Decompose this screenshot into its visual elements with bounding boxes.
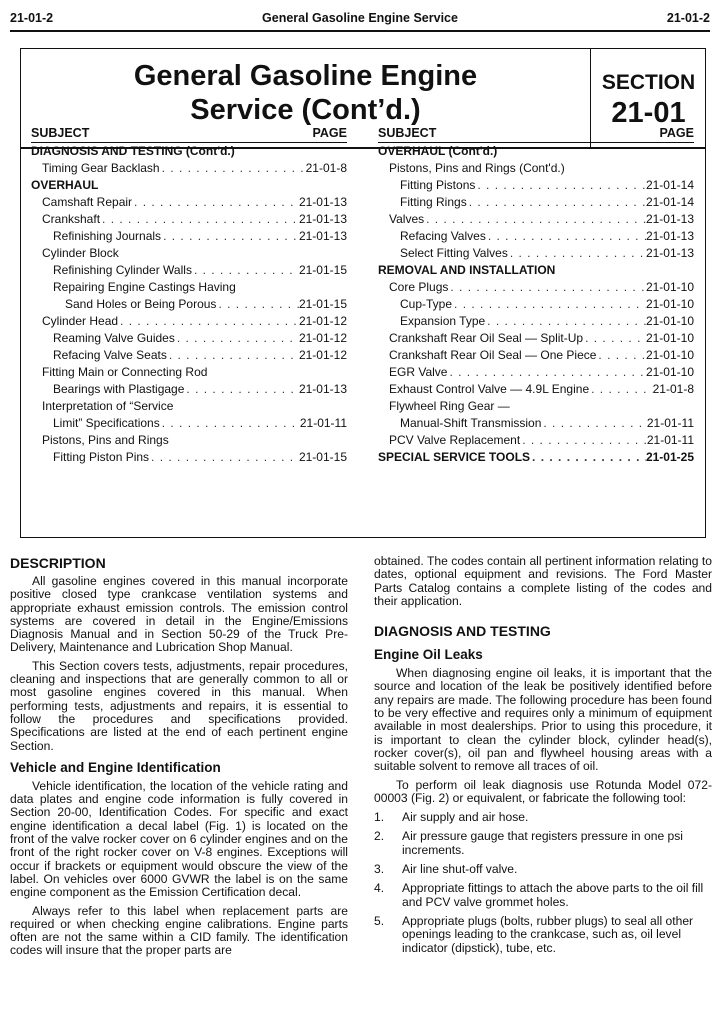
toc-entry (378, 330, 694, 347)
toc-entry (31, 364, 347, 381)
toc-entry-title: Fitting Rings (400, 195, 467, 209)
list-item-text: Air pressure gauge that registers pressure in one psi increments. (402, 829, 683, 857)
toc-entry-title: Flywheel Ring Gear — (389, 399, 510, 413)
list-item-text: Air supply and air hose. (402, 810, 529, 825)
toc-entry (378, 432, 694, 449)
toc-entry-page: 21-01-10 (645, 331, 694, 345)
toc-entry-page: 21-01-12 (298, 348, 347, 362)
toc-entry-title: Pistons, Pins and Rings (42, 433, 169, 447)
toc-entry-page: 21-01-13 (298, 195, 347, 209)
list-item (374, 830, 712, 857)
toc-entry-page: 21-01-8 (305, 161, 347, 175)
list-item-text: Air line shut-off valve. (402, 862, 518, 877)
toc-entry-title: Expansion Type (400, 314, 486, 328)
oil-leaks-paragraph: When diagnosing engine oil leaks, it is important that the source and location of the leak be positively identified before any repairs are made. The following procedure has been found to be very effective and requires only a minimum of equipment available in most dealerships. Prior to using this procedure, it is important to clean the cylinder block, cylinder head(s), rocker cover(s), oil pan and flywheel housing areas with a suitable solvent to remove all traces of oil. (374, 666, 712, 774)
toc-entry (31, 262, 347, 279)
toc-entry-page: 21-01-10 (645, 348, 694, 362)
toc-dot-leader (161, 228, 299, 245)
toc-dot-leader (467, 194, 646, 211)
list-item-number: 2. (374, 829, 385, 844)
toc-dot-leader (520, 432, 647, 449)
toc-entry-title: Timing Gear Backlash (42, 161, 160, 175)
toc-entry (378, 245, 694, 262)
list-item (374, 863, 712, 876)
toc-entry-title: Refacing Valve Seats (53, 348, 167, 362)
toc-entry-title: Valves (389, 212, 425, 226)
toc-right-header (378, 126, 694, 143)
vehicle-id-paragraph: Vehicle identification, the location of the vehicle rating and data plates and engine code information is fully covered in Section 20-00, Identification Codes. For specific and exact engine identification a decal label (Fig. 1) is located on the front of the valve rocker cover on 6 cylinder engines and on the front of the right rocker cover on V-8 engines. Exceptions will occur if brackets or equipment would obscure the view of the label. On vehicles over 6000 GVWR the label is on the same engine component as the Emission Certification decal. (10, 778, 348, 900)
toc-entry (31, 279, 347, 296)
toc-entry (378, 160, 694, 177)
toc-entry-page: 21-01-14 (645, 195, 694, 209)
toc-entry-title: SPECIAL SERVICE TOOLS (378, 450, 531, 464)
toc-entry-title: Fitting Main or Connecting Rod (42, 365, 208, 379)
toc-dot-leader (448, 279, 646, 296)
toc-entry-title: Cup-Type (400, 297, 453, 311)
page-number-left: 21-01-2 (10, 11, 54, 25)
toc-entry-title: OVERHAUL (31, 178, 99, 192)
toc-dot-leader (160, 415, 300, 432)
toc-dot-leader (541, 415, 646, 432)
toc-entry (378, 262, 694, 279)
toc-entry-page: 21-01-13 (298, 229, 347, 243)
toc-entry-page: 21-01-13 (645, 229, 694, 243)
toc-entry-title: Exhaust Control Valve — 4.9L Engine (389, 382, 590, 396)
toc-entry (378, 143, 694, 160)
toc-entry-page: 21-01-13 (645, 246, 694, 260)
toc-dot-leader (583, 330, 646, 347)
body-right-column (374, 555, 712, 955)
toc-entry-title: Sand Holes or Being Porous (65, 297, 217, 311)
toc-entry (31, 313, 347, 330)
toc-entry (378, 364, 694, 381)
toc-entry-page: 21-01-25 (645, 450, 694, 464)
toc-entry-title: Refinishing Cylinder Walls (53, 263, 192, 277)
toc-entry (31, 449, 347, 466)
list-item (374, 882, 712, 909)
toc-dot-leader (508, 245, 646, 262)
vehicle-id-heading: Vehicle and Engine Identification (10, 759, 221, 775)
toc-entry (31, 228, 347, 245)
header-rule (10, 30, 710, 32)
toc-entry (378, 211, 694, 228)
toc-entry (378, 177, 694, 194)
toc-entry-page: 21-01-10 (645, 365, 694, 379)
toc-entry (378, 398, 694, 415)
toc-entry (378, 347, 694, 364)
subject-header: SUBJECT (31, 126, 90, 140)
toc-dot-leader (149, 449, 299, 466)
list-item (374, 811, 712, 824)
page-title (21, 59, 590, 127)
toc-entry-title: Crankshaft Rear Oil Seal — One Piece (389, 348, 597, 362)
running-title: General Gasoline Engine Service (262, 11, 458, 25)
toc-dot-leader (475, 177, 646, 194)
section-label: SECTION (601, 71, 696, 94)
toc-entry-title: EGR Valve (389, 365, 448, 379)
page-header: PAGE (312, 126, 347, 140)
toc-entry-title: Fitting Pistons (400, 178, 476, 192)
toc-entry-page: 21-01-13 (298, 212, 347, 226)
toc-dot-leader (132, 194, 299, 211)
toc-entry-title: Crankshaft Rear Oil Seal — Split-Up (389, 331, 584, 345)
toc-left-header (31, 126, 347, 143)
description-paragraph: All gasoline engines covered in this manual incorporate positive closed type crankcase ventilation systems and appropriate exhaust emission controls. The emission control systems are covered in detail in the Engine/Emissions Diagnosis Manual and in Section 50-29 of the Truck Pre-Delivery, Maintenance and Lubrication Shop Manual. (10, 574, 348, 655)
toc-entry-title: Cylinder Block (42, 246, 119, 260)
toc-entry (31, 245, 347, 262)
toc-entry (31, 381, 347, 398)
toc-entry (378, 296, 694, 313)
toc-entry-title: REMOVAL AND INSTALLATION (378, 263, 556, 277)
toc-dot-leader (175, 330, 299, 347)
toc-entry-title: Manual-Shift Transmission (400, 416, 542, 430)
title-line-1: General Gasoline Engine (133, 60, 478, 92)
toc-entry (378, 381, 694, 398)
list-item-number: 5. (374, 913, 385, 928)
oil-leaks-heading: Engine Oil Leaks (374, 647, 483, 663)
toc-dot-leader (589, 381, 653, 398)
subject-header: SUBJECT (378, 126, 437, 140)
toc-entry-title: PCV Valve Replacement (389, 433, 521, 447)
toc-entry (378, 449, 694, 466)
list-item-text: Appropriate plugs (bolts, rubber plugs) to seal all other openings leading to the crankcase, such as, oil level indicator (dipstick), tube, etc. (402, 913, 694, 955)
toc-entry-page: 21-01-12 (298, 314, 347, 328)
toc-entry-title: Select Fitting Valves (400, 246, 508, 260)
toc-entry (378, 228, 694, 245)
toc-entry-page: 21-01-11 (646, 416, 694, 430)
toc-entry (31, 330, 347, 347)
toc-entry-title: Pistons, Pins and Rings (Cont'd.) (389, 161, 565, 175)
toc-entry (31, 194, 347, 211)
toc-entry-title: Interpretation of “Service (42, 399, 174, 413)
list-item-number: 4. (374, 881, 385, 896)
title-line-2: Service (Cont’d.) (190, 94, 421, 126)
toc-entry (31, 211, 347, 228)
toc-entry (31, 398, 347, 415)
toc-entry (31, 143, 347, 160)
page-header: PAGE (659, 126, 694, 140)
toc-entry-page: 21-01-12 (298, 331, 347, 345)
description-heading: DESCRIPTION (10, 555, 106, 571)
toc-entry (378, 313, 694, 330)
toc-dot-leader (530, 449, 646, 466)
toc-dot-leader (447, 364, 645, 381)
toc-left-column (31, 126, 347, 466)
toc-entry-title: Bearings with Plastigage (53, 382, 185, 396)
toc-entry-title: Refinishing Journals (53, 229, 162, 243)
toc-entry (31, 432, 347, 449)
toc-dot-leader (485, 313, 646, 330)
toc-entry (378, 279, 694, 296)
toc-entry (378, 194, 694, 211)
toc-entry-page: 21-01-8 (652, 382, 694, 396)
toc-dot-leader (118, 313, 299, 330)
toc-entry-page: 21-01-10 (645, 280, 694, 294)
toc-entry-title: Cylinder Head (42, 314, 119, 328)
toc-entry-page: 21-01-15 (298, 297, 347, 311)
page-number-right: 21-01-2 (666, 11, 710, 25)
diagnosis-heading: DIAGNOSIS AND TESTING (374, 623, 551, 640)
toc-entry-page: 21-01-11 (646, 433, 694, 447)
toc-dot-leader (184, 381, 299, 398)
list-item-number: 1. (374, 810, 385, 825)
toc-entry-title: OVERHAUL (Cont'd.) (378, 144, 498, 158)
list-item-text: Appropriate fittings to attach the above parts to the oil fill and PCV valve grommet holes. (402, 881, 704, 909)
toc-entry-title: Crankshaft (42, 212, 101, 226)
toc-entry-page: 21-01-13 (298, 382, 347, 396)
toc-dot-leader (216, 296, 299, 313)
toc-entry-page: 21-01-14 (645, 178, 694, 192)
toc-entry-title: Repairing Engine Castings Having (53, 280, 236, 294)
toc-dot-leader (100, 211, 299, 228)
running-header (10, 8, 710, 30)
toc-entry-title: DIAGNOSIS AND TESTING (Cont'd.) (31, 144, 235, 158)
toc-dot-leader (167, 347, 299, 364)
description-paragraph: This Section covers tests, adjustments, repair procedures, cleaning and inspections that are generally common to all or most gasoline engines covered in this manual. When performing tests, adjustments and repairs, it is essential to follow the procedures and specifications provided. Specifications are listed at the end of each pertinent engine Section. (10, 658, 348, 753)
section-number: 21-01 (611, 97, 686, 129)
toc-dot-leader (192, 262, 299, 279)
toc-entry-page: 21-01-10 (645, 297, 694, 311)
toc-entry-title: Fitting Piston Pins (53, 450, 150, 464)
list-item-number: 3. (374, 862, 385, 877)
toc-entry (31, 415, 347, 432)
toc-entry-title: Reaming Valve Guides (53, 331, 175, 345)
toc-entry (31, 296, 347, 313)
toc-entry-page: 21-01-10 (645, 314, 694, 328)
list-item (374, 915, 712, 955)
toc-entry-title: Core Plugs (389, 280, 449, 294)
toc-dot-leader (486, 228, 646, 245)
toc-entry-page: 21-01-13 (645, 212, 694, 226)
toc-dot-leader (160, 160, 306, 177)
toc-entry-page: 21-01-15 (298, 450, 347, 464)
toc-entry-page: 21-01-11 (299, 416, 347, 430)
toc-entry (31, 160, 347, 177)
toc-right-column (378, 126, 694, 466)
toc-entry-title: Refacing Valves (400, 229, 486, 243)
toc-entry (31, 177, 347, 194)
body-left-column (10, 555, 348, 963)
toc-entry-title: Camshaft Repair (42, 195, 133, 209)
toc-entry-title: Limit” Specifications (53, 416, 160, 430)
toc-entry (378, 415, 694, 432)
toc-dot-leader (596, 347, 646, 364)
continued-paragraph: obtained. The codes contain all pertinent information relating to dates, optional equipment and revisions. The Ford Master Parts Catalog contains a complete listing of the codes and their application. (374, 554, 712, 608)
tool-list (374, 811, 712, 955)
vehicle-id-paragraph: Always refer to this label when replacement parts are required or when checking engine calibrations. Engine parts often are not the same within a CID family. The identification codes will insure that the proper parts are (10, 903, 348, 958)
toc-dot-leader (424, 211, 646, 228)
oil-leaks-paragraph: To perform oil leak diagnosis use Rotunda Model 072-00003 (Fig. 2) or equivalent, or fabricate the following tool: (374, 777, 712, 805)
toc-entry (31, 347, 347, 364)
toc-entry-page: 21-01-15 (298, 263, 347, 277)
toc-dot-leader (452, 296, 646, 313)
